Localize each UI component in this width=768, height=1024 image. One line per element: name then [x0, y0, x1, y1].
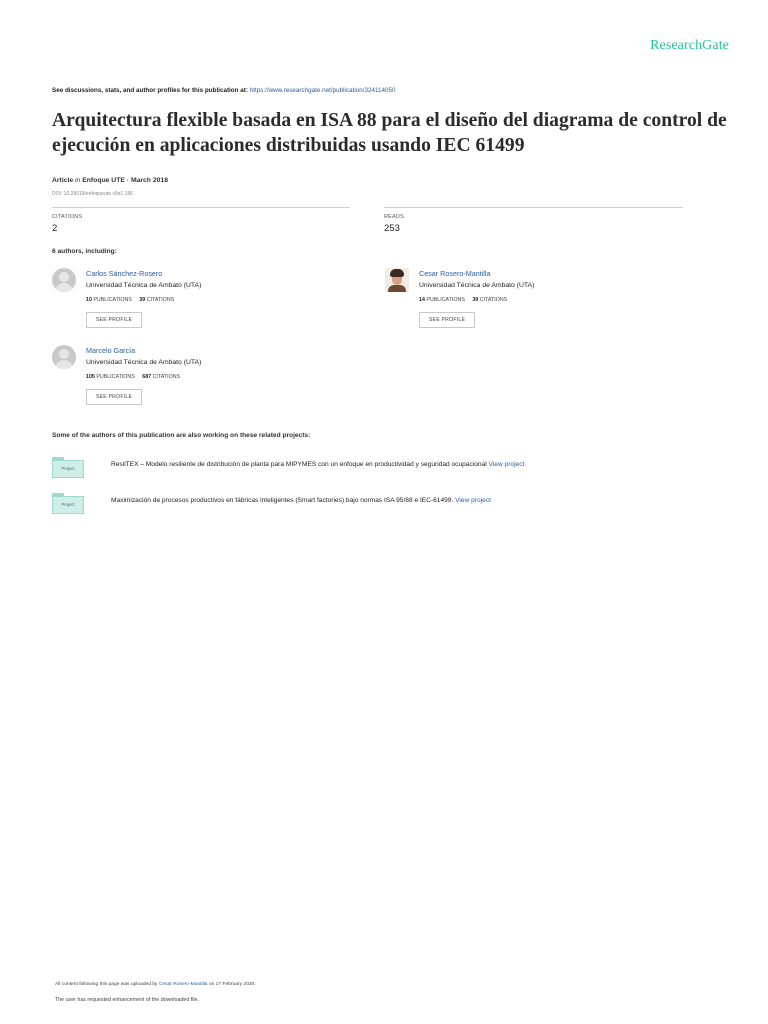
- projects-heading: Some of the authors of this publication are also working on these related projects:: [52, 432, 311, 439]
- folder-icon[interactable]: [52, 493, 84, 514]
- publication-url-link[interactable]: https://www.researchgate.net/publication/324114050: [249, 87, 396, 94]
- author-citations-count: 39: [472, 297, 479, 303]
- person-silhouette-icon[interactable]: [52, 345, 76, 369]
- author-name[interactable]: Marcelo García: [86, 346, 136, 355]
- folder-icon[interactable]: [52, 457, 84, 478]
- author-card: [52, 345, 332, 415]
- author-publications-count: 14: [419, 297, 425, 303]
- author-name[interactable]: Cesar Rosero-Mantilla: [419, 269, 491, 278]
- view-project-link[interactable]: View project: [488, 461, 525, 468]
- author-institution: Universidad Técnica de Ambato (UTA): [86, 359, 202, 366]
- author-publications-count: 10: [86, 297, 92, 303]
- discussion-prefix: See discussions, stats, and author profiles for this publication at:: [52, 87, 248, 94]
- author-citations-label: CITATIONS: [146, 297, 175, 303]
- citations-divider: [52, 207, 350, 208]
- person-silhouette-icon[interactable]: [52, 268, 76, 292]
- see-profile-button[interactable]: SEE PROFILE: [86, 389, 142, 405]
- author-stats: [86, 374, 180, 380]
- author-card: [52, 268, 332, 338]
- view-project-link[interactable]: View project: [455, 497, 491, 504]
- author-publications-label: PUBLICATIONS: [96, 374, 135, 380]
- uploader-link[interactable]: Cesar Rosero-Mantilla: [158, 982, 208, 987]
- project-icon-label: Project: [61, 502, 75, 507]
- author-citations-label: CITATIONS: [479, 297, 508, 303]
- authors-heading: 6 authors, including:: [52, 248, 117, 255]
- project-item: [52, 457, 732, 481]
- researchgate-logo[interactable]: ResearchGate: [650, 38, 729, 53]
- project-text: [111, 497, 491, 504]
- author-stats: [86, 297, 174, 303]
- article-in: in: [75, 177, 81, 184]
- reads-value: 253: [384, 223, 400, 234]
- article-meta: [52, 177, 168, 184]
- author-publications-label: PUBLICATIONS: [426, 297, 465, 303]
- article-title: Arquitectura flexible basada en ISA 88 para el diseño del diagrama de control de ejecución en aplicaciones distribuidas usando IEC 61499: [52, 110, 727, 156]
- reads-divider: [384, 207, 683, 208]
- author-citations-label: CITATIONS: [152, 374, 181, 380]
- see-profile-button[interactable]: SEE PROFILE: [86, 312, 142, 328]
- author-citations-count: 39: [139, 297, 146, 303]
- project-title: Maximización de procesos productivos en fábricas inteligentes (Smart factories) bajo normas ISA 95/88 e IEC-61499.: [111, 497, 454, 504]
- article-type: Article: [52, 177, 74, 184]
- author-photo[interactable]: [385, 268, 409, 292]
- author-stats: [419, 297, 507, 303]
- citations-label: CITATIONS: [52, 214, 83, 220]
- enhancement-note: The user has requested enhancement of the downloaded file.: [55, 997, 199, 1003]
- article-journal[interactable]: Enfoque UTE · March 2018: [82, 177, 168, 184]
- upload-prefix: All content following this page was uploaded by: [55, 982, 158, 987]
- project-icon-label: Project: [61, 466, 75, 471]
- article-doi: DOI: 10.29019/enfoqueute.v9n1.186: [52, 191, 133, 197]
- author-institution: Universidad Técnica de Ambato (UTA): [419, 282, 535, 289]
- author-card: [385, 268, 665, 338]
- project-text: [111, 461, 524, 468]
- author-institution: Universidad Técnica de Ambato (UTA): [86, 282, 202, 289]
- author-publications-count: 105: [86, 374, 95, 380]
- project-title: ResilTEX – Modelo resiliente de distribución de planta para MIPYMES con un enfoque en productividad y seguridad ocupacional: [111, 461, 487, 468]
- upload-notice: [55, 982, 256, 987]
- discussion-notice: [52, 87, 396, 94]
- project-item: [52, 493, 732, 517]
- author-publications-label: PUBLICATIONS: [93, 297, 132, 303]
- citations-value: 2: [52, 223, 58, 234]
- reads-label: READS: [384, 214, 404, 220]
- author-citations-count: 687: [142, 374, 152, 380]
- see-profile-button[interactable]: SEE PROFILE: [419, 312, 475, 328]
- author-name[interactable]: Carlos Sánchez-Rosero: [86, 269, 163, 278]
- upload-suffix: on 17 February 2020.: [208, 982, 256, 987]
